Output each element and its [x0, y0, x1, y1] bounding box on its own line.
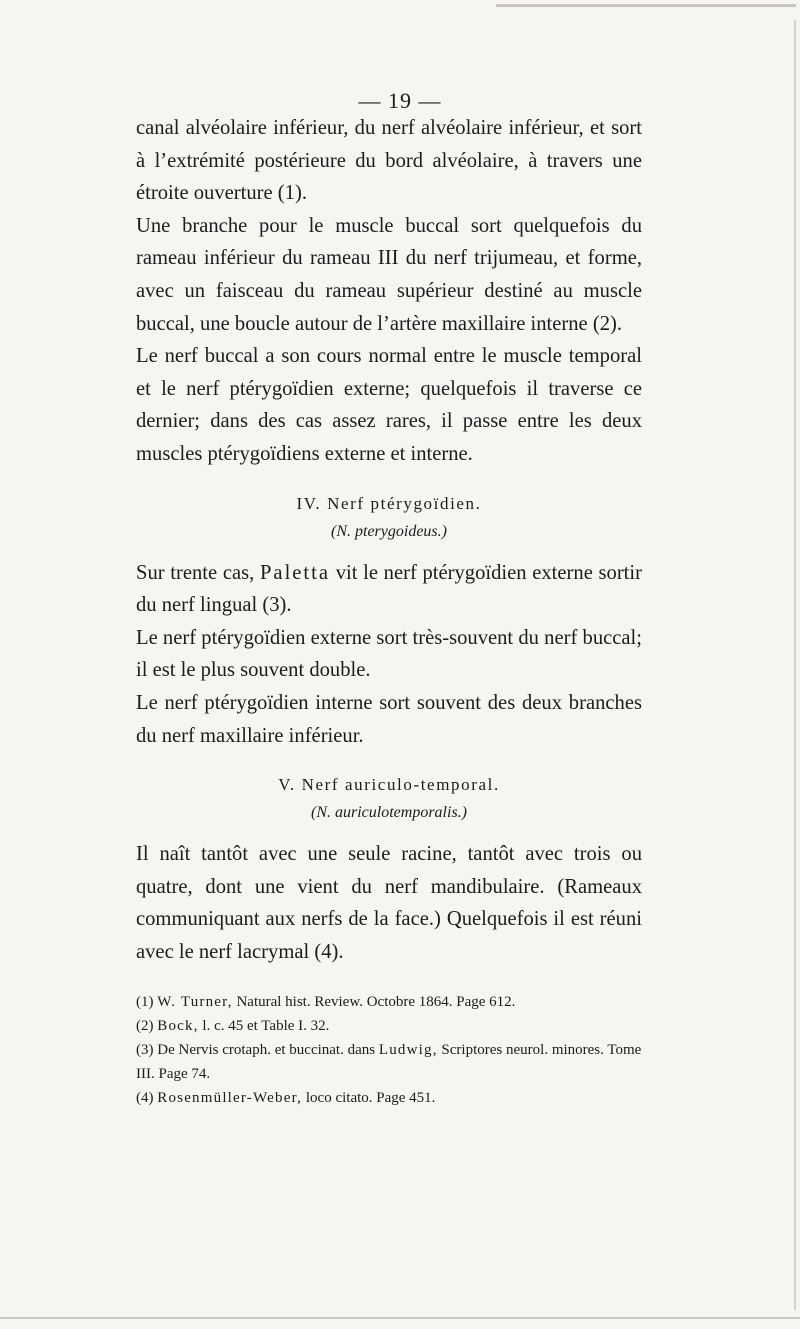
page-edge-right	[794, 20, 796, 1310]
paragraph-v-1: Il naît tantôt avec une seule racine, tantôt avec trois ou quatre, dont une vient du nerf mandibulaire. (Rameaux communiquant aux nerfs de la face.) Quelquefois il est réuni avec le nerf lacrymal (4).	[136, 843, 642, 963]
paragraph-1: canal alvéolaire inférieur, du nerf alvéolaire inférieur, et sort à l’extrémité postérieure du bord alvéolaire, à travers une étroite ouverture (1).	[136, 117, 642, 205]
footnote-1-text: Natural hist. Review. Octobre 1864. Page 612.	[232, 994, 516, 1011]
footnote-1-author: W. Turner,	[157, 994, 233, 1011]
footnote-4	[136, 1086, 642, 1110]
page-edge-bottom	[0, 1317, 800, 1319]
paragraph-iv-1	[136, 557, 642, 622]
footnote-1-mark: (1)	[136, 994, 158, 1011]
footnote-2-mark: (2)	[136, 1018, 158, 1035]
footnote-2-text: l. c. 45 et Table I. 32.	[198, 1018, 330, 1035]
page-body	[136, 112, 642, 1110]
paragraph-iv-1-end: vit le nerf ptérygoïdien externe sortir du nerf lingual (3).	[136, 561, 642, 617]
footnote-3-mark: (3)	[136, 1042, 158, 1059]
section-subheading-iv: (N. pterygoideus.)	[331, 522, 447, 540]
footnote-3-text-a: De Nervis crotaph. et buccinat. dans	[157, 1042, 379, 1059]
footnote-3	[136, 1038, 642, 1086]
paragraph-iv-2: Le nerf ptérygoïdien externe sort très-souvent du nerf buccal; il est le plus souvent double.	[136, 626, 642, 682]
section-heading-iv: IV. Nerf ptérygoïdien.	[296, 493, 482, 513]
paragraph-iv-3: Le nerf ptérygoïdien interne sort souvent des deux branches du nerf maxillaire inférieur.	[136, 691, 642, 747]
paragraph-2: Une branche pour le muscle buccal sort quelquefois du rameau inférieur du rameau III du nerf trijumeau, et forme, avec un faisceau du rameau supérieur destiné au muscle buccal, une boucle autour de l’artère maxillaire interne (2).	[136, 214, 642, 335]
footnote-4-mark: (4)	[136, 1090, 158, 1107]
footnote-2	[136, 1014, 642, 1038]
footnote-3-author: Ludwig,	[378, 1042, 438, 1059]
footnote-4-text: loco citato. Page 451.	[302, 1090, 436, 1107]
author-paletta: Paletta	[259, 561, 331, 584]
footnote-2-author: Bock,	[157, 1018, 199, 1035]
section-heading-v: V. Nerf auriculo-temporal.	[278, 775, 500, 795]
footnotes	[136, 990, 642, 1110]
page-edge-top	[496, 4, 796, 7]
page-number: — 19 —	[358, 88, 442, 113]
section-subheading-v: (N. auriculotemporalis.)	[311, 804, 467, 822]
footnote-1	[136, 990, 642, 1014]
footnote-3-text-b: Scriptores neurol. minores. Tome III. Page 74.	[136, 1042, 642, 1083]
paragraph-3: Le nerf buccal a son cours normal entre le muscle temporal et le nerf ptérygoïdien externe; quelquefois il traverse ce dernier; dans des cas assez rares, il passe entre les deux muscles ptérygoïdiens externe et interne.	[136, 345, 642, 465]
paragraph-iv-1-start: Sur trente cas,	[136, 561, 260, 584]
footnote-4-author: Rosenmüller-Weber,	[157, 1090, 303, 1107]
